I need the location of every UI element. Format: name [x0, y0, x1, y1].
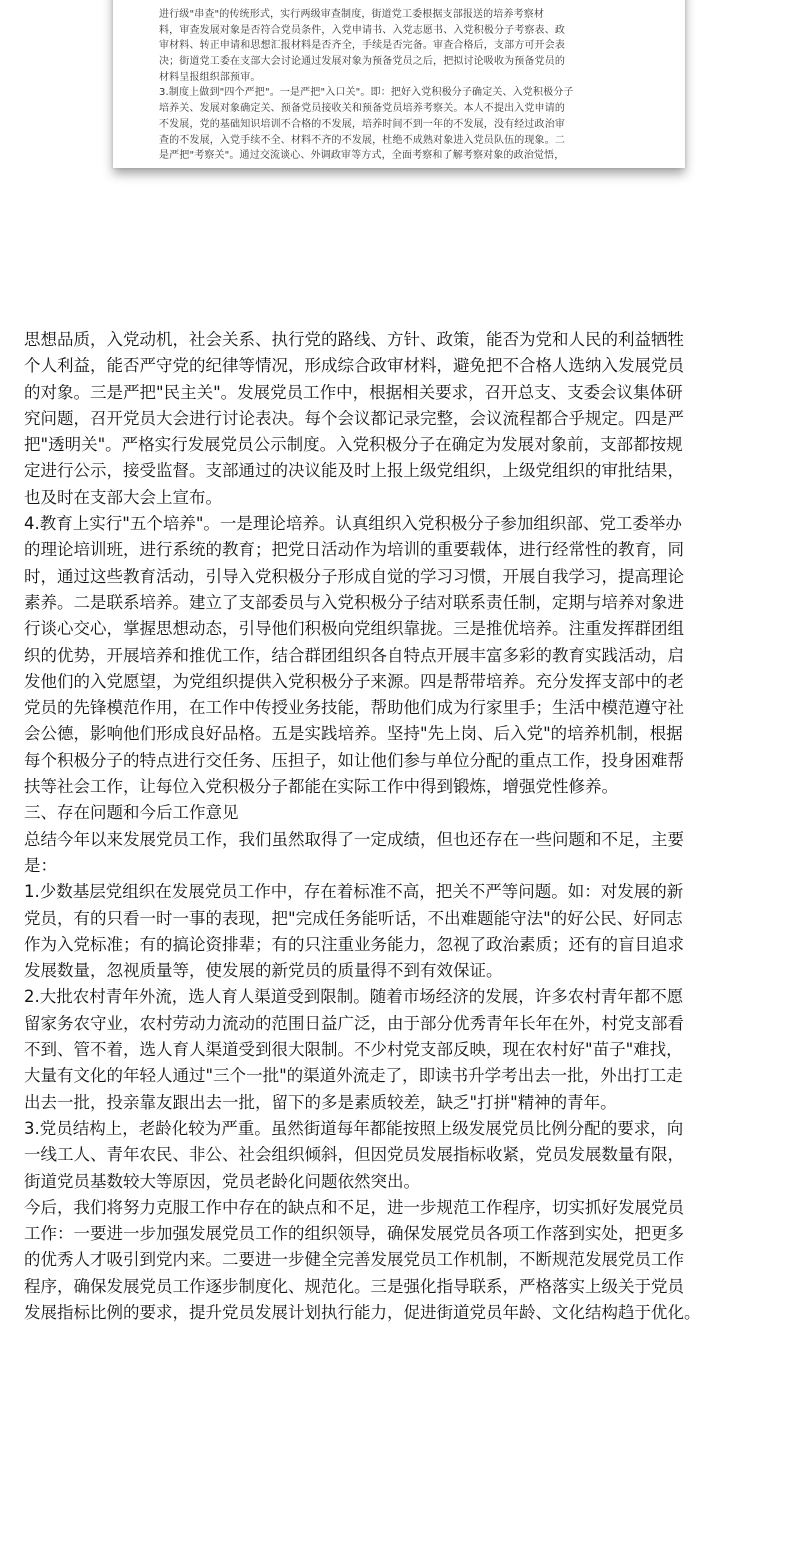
body-line: 思想品质，入党动机，社会关系、执行党的路线、方针、政策，能否为党和人民的利益牺牲 — [24, 330, 684, 349]
body-line: 1.少数基层党组织在发展党员工作中，存在着标准不高，把关不严等问题。如：对发展的新 — [24, 882, 684, 902]
preview-line: 是严把"考察关"。通过交流谈心、外调政审等方式，全面考察和了解考察对象的政治觉悟， — [159, 150, 565, 162]
body-line: 素养。二是联系培养。建立了支部委员与入党积极分子结对联系责任制，定期与培养对象进 — [24, 592, 684, 612]
body-line: 把"透明关"。严格实行发展党员公示制度。入党积极分子在确定为发展对象前，支部都按规 — [24, 435, 683, 455]
preview-line: 决；街道党工委在支部大会讨论通过发展对象为预备党员之后，把拟讨论吸收为预备党员的 — [159, 56, 565, 68]
body-line: 的优秀人才吸引到党内来。二要进一步健全完善发展党员工作机制，不断规范发展党员工作 — [24, 1250, 684, 1270]
body-line: 今后，我们将努力克服工作中存在的缺点和不足，进一步规范工作程序，切实抓好发展党员 — [24, 1197, 684, 1217]
section-heading: 三、存在问题和今后工作意见 — [24, 803, 239, 823]
preview-line: 培养关、发展对象确定关、预备党员接收关和预备党员培养考察关。本人不提出入党申请的 — [159, 103, 565, 115]
body-line: 扶等社会工作，让每位入党积极分子都能在实际工作中得到锻炼，增强党性修养。 — [24, 777, 618, 797]
body-line: 党员的先锋模范作用，在工作中传授业务技能，帮助他们成为行家里手；生活中模范遵守社 — [24, 698, 684, 718]
body-line: 个人利益，能否严守党的纪律等情况，形成综合政审材料，避免把不合格人选纳入发展党员 — [24, 356, 684, 376]
body-line: 工作：一要进一步加强发展党员工作的组织领导，确保发展党员各项工作落到实处，把更多 — [24, 1224, 684, 1244]
body-line: 留家务农守业，农村劳动力流动的范围日益广泛，由于部分优秀青年长年在外，村党支部看 — [24, 1013, 684, 1033]
preview-line: 查的不发展，入党手续不全、材料不齐的不发展，杜绝不成熟对象进入党员队伍的现象。二 — [159, 134, 565, 146]
body-line: 发展数量，忽视质量等，使发展的新党员的质量得不到有效保证。 — [24, 961, 503, 981]
body-line: 定进行公示，接受监督。支部通过的决议能及时上报上级党组织，上级党组织的审批结果， — [24, 461, 684, 481]
body-line: 发他们的入党愿望，为党组织提供入党积极分子来源。四是帮带培养。充分发挥支部中的老 — [24, 671, 684, 691]
body-line: 行谈心交心，掌握思想动态，引导他们积极向党组织靠拢。三是推优培养。注重发挥群团组 — [24, 619, 684, 639]
body-line: 的理论培训班，进行系统的教育；把党日活动作为培训的重要载体，进行经常性的教育，同 — [24, 540, 684, 560]
preview-line: 料，审查发展对象是否符合党员条件，入党申请书、入党志愿书、入党积极分子考察表、政 — [159, 24, 565, 36]
body-line: 究问题，召开党员大会进行讨论表决。每个会议都记录完整，会议流程都合乎规定。四是严 — [24, 408, 684, 428]
body-line: 不到、管不着，选人育人渠道受到很大限制。不少村党支部反映，现在农村好"苗子"难找， — [24, 1040, 683, 1060]
body-line: 党员，有的只看一时一事的表现，把"完成任务能听话，不出难题能守法"的好公民、好同志 — [24, 908, 683, 928]
body-line: 的对象。三是严把"民主关"。发展党员工作中，根据相关要求，召开总支、支委会议集体研 — [24, 382, 683, 402]
body-line: 3.党员结构上，老龄化较为严重。虽然街道每年都能按照上级发展党员比例分配的要求，向 — [24, 1118, 684, 1138]
body-line: 每个积极分子的特点进行交任务、压担子，如让他们参与单位分配的重点工作，投身困难帮 — [24, 750, 684, 770]
body-line: 也及时在支部大会上宣布。 — [24, 487, 222, 507]
body-line: 作为入党标准；有的搞论资排辈；有的只注重业务能力，忽视了政治素质；还有的盲目追求 — [24, 934, 684, 954]
body-line: 大量有文化的年轻人通过"三个一批"的渠道外流走了，即读书升学考出去一批，外出打工走 — [24, 1066, 683, 1086]
body-line: 总结今年以来发展党员工作，我们虽然取得了一定成绩，但也还存在一些问题和不足，主要 — [24, 829, 684, 849]
body-line: 会公德，影响他们形成良好品格。五是实践培养。坚持"先上岗、后入党"的培养机制，根据 — [24, 724, 683, 744]
preview-line: 不发展，党的基础知识培训不合格的不发展，培养时间不到一年的不发展，没有经过政治审 — [159, 118, 565, 130]
preview-line: 材料呈报组织部预审。 — [159, 71, 261, 83]
body-line: 街道党员基数较大等原因，党员老龄化问题依然突出。 — [24, 1171, 420, 1191]
body-line: 4.教育上实行"五个培养"。一是理论培养。认真组织入党积极分子参加组织部、党工委举办 — [24, 514, 682, 534]
body-line: 织的优势，开展培养和推优工作，结合群团组织各自特点开展丰富多彩的教育实践活动，启 — [24, 645, 684, 665]
body-line: 2.大批农村青年外流，选人育人渠道受到限制。随着市场经济的发展，许多农村青年都不愿 — [24, 987, 684, 1007]
body-line: 发展指标比例的要求，提升党员发展计划执行能力，促进街道党员年龄、文化结构趋于优化。 — [24, 1302, 701, 1322]
preview-line: 3.制度上做到"四个严把"。一是严把"入口关"。即：把好入党积极分子确定关、入党积极分子 — [159, 87, 574, 99]
body-line: 是： — [24, 855, 57, 875]
body-line: 程序，确保发展党员工作逐步制度化、规范化。三是强化指导联系，严格落实上级关于党员 — [24, 1276, 684, 1296]
body-line: 一线工人、青年农民、非公、社会组织倾斜，但因党员发展指标收紧，党员发展数量有限， — [24, 1145, 684, 1165]
document-preview-card — [113, 0, 685, 168]
preview-line: 进行级"串查"的传统形式，实行两级审查制度，街道党工委根据支部报送的培养考察材 — [159, 8, 545, 20]
body-line: 时，通过这些教育活动，引导入党积极分子形成自觉的学习习惯，开展自我学习，提高理论 — [24, 566, 684, 586]
body-line: 出去一批，投亲靠友跟出去一批，留下的多是素质较差，缺乏"打拼"精神的青年。 — [24, 1092, 617, 1112]
preview-line: 审材料、转正申请和思想汇报材料是否齐全，手续是否完备。审查合格后，支部方可开会表 — [159, 40, 565, 52]
document-body — [24, 327, 776, 1326]
preview-text-block — [159, 7, 663, 164]
